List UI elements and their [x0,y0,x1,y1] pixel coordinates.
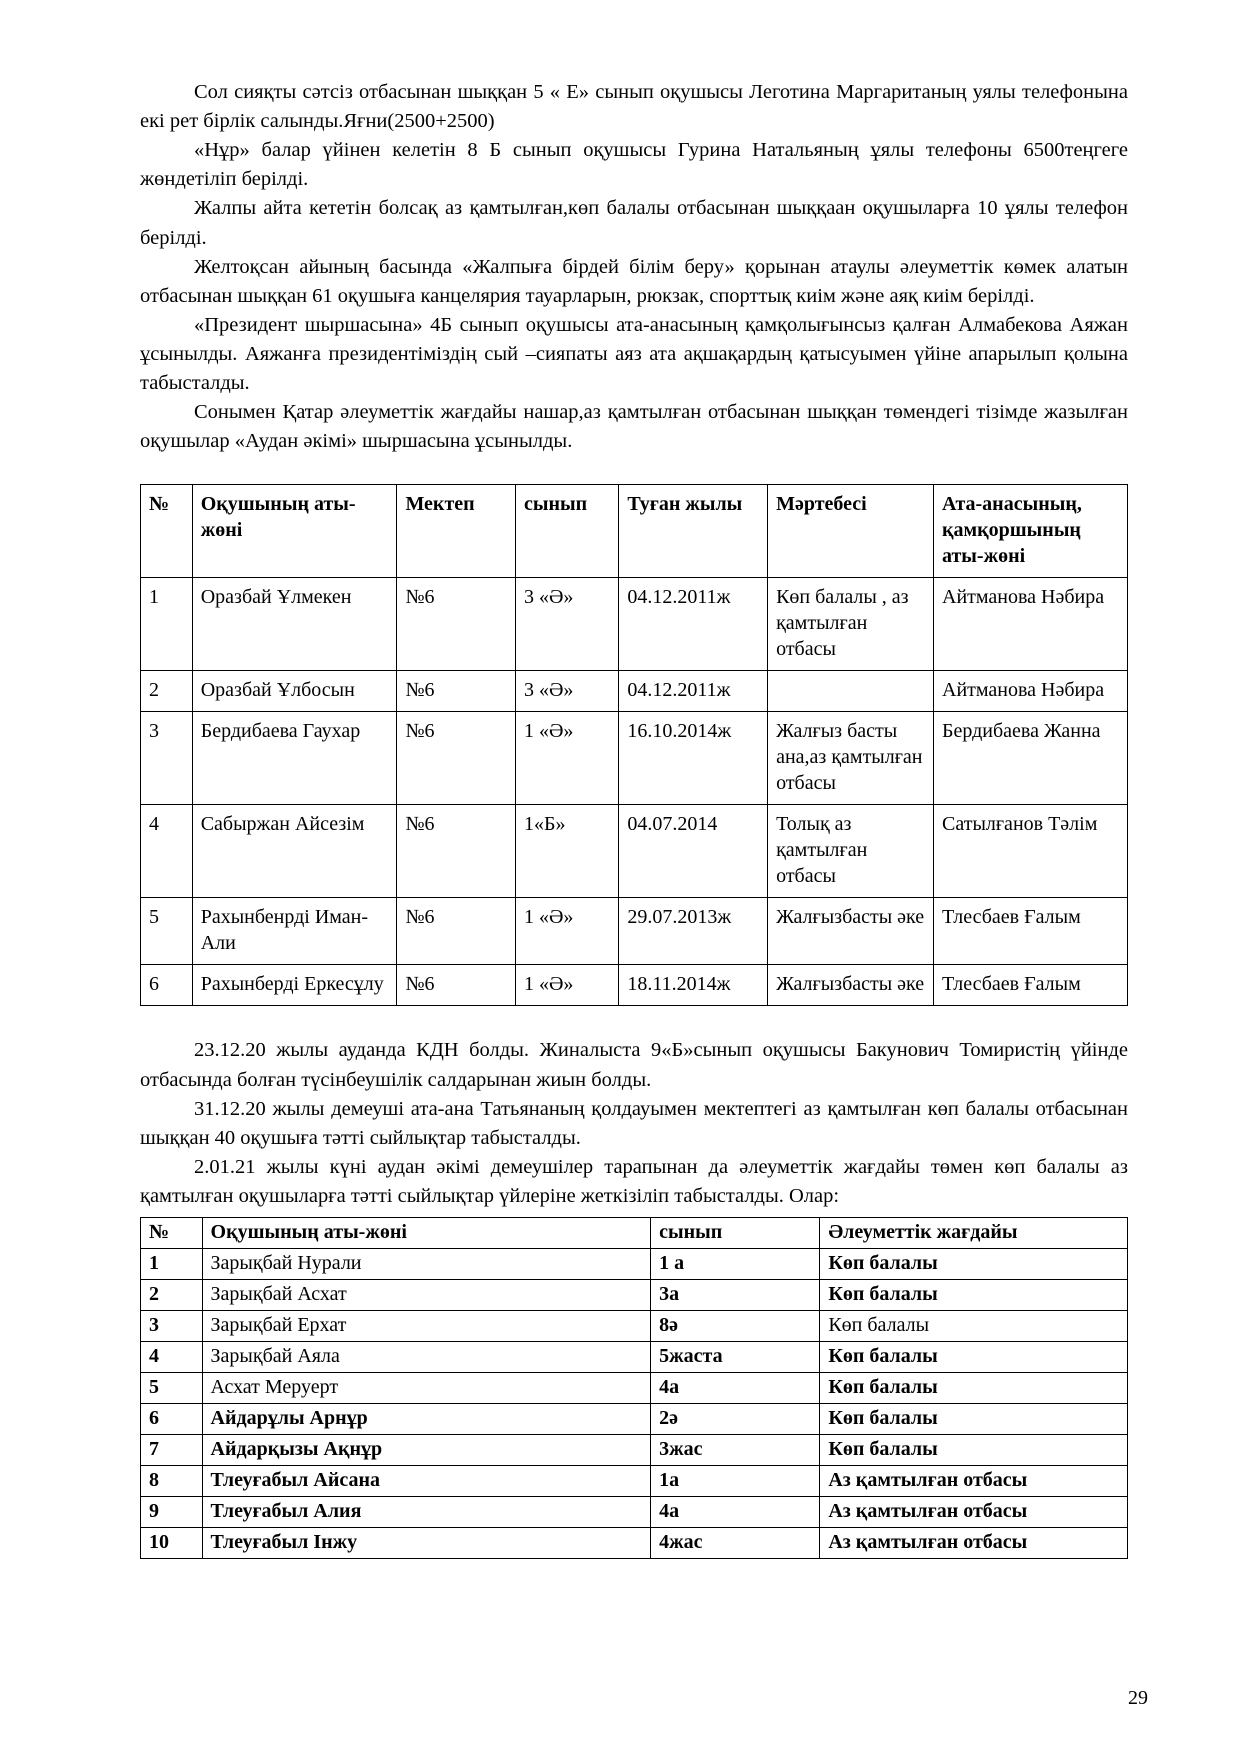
cell-status: Жалғызбасты әке [768,965,934,1006]
table-row [141,805,1128,898]
cell-class: 2ә [651,1404,820,1435]
table-row [141,1404,1128,1435]
cell-number: 2 [141,671,193,712]
table-row [141,1466,1128,1497]
table-row [141,1497,1128,1528]
cell-birth-year: 04.12.2011ж [619,671,768,712]
cell-number: 10 [141,1528,203,1559]
cell-birth-year: 04.07.2014 [619,805,768,898]
cell-status [768,671,934,712]
cell-student-name: Оразбай Ұлмекен [192,578,397,671]
cell-student-name: Зарықбай Ерхат [202,1311,651,1342]
cell-student-name: Тлеуғабыл Айсана [202,1466,651,1497]
cell-class: 1«Б» [515,805,618,898]
cell-student-name: Айдарқызы Ақнұр [202,1435,651,1466]
cell-class: 3 «Ә» [515,671,618,712]
middle-paragraphs [140,1036,1128,1211]
cell-number: 2 [141,1280,203,1311]
cell-birth-year: 29.07.2013ж [619,898,768,965]
paragraph: Сонымен Қатар әлеуметтік жағдайы нашар,аз қамтылған отбасынан шыққан төмендегі тізімде жазылған оқушылар «Аудан әкімі» шыршасына ұсынылды. [140,401,1128,453]
column-header-number: № [141,485,193,578]
cell-school: №6 [397,805,516,898]
cell-number: 8 [141,1466,203,1497]
cell-class: 5жаста [651,1342,820,1373]
column-header-student-name: Оқушының аты-жөні [202,1218,651,1249]
cell-class: 1 а [651,1249,820,1280]
cell-student-name: Бердибаева Гаухар [192,712,397,805]
column-header-birth-year: Туған жылы [619,485,768,578]
paragraph: 2.01.21 жылы күні аудан әкімі демеушілер тарапынан да әлеуметтік жағдайы төмен көп балалы аз қамтылған оқушыларға тәтті сыйлықтар үйлеріне жеткізіліп табысталды. Олар: [140,1155,1128,1207]
cell-number: 3 [141,1311,203,1342]
paragraph: Сол сияқты сәтсіз отбасынан шыққан 5 « Е» сынып оқушысы Леготина Маргаританың уялы телефонына екі рет бірлік салынды.Яғни(2500+2500) [140,81,1128,133]
cell-student-name: Оразбай Ұлбосын [192,671,397,712]
cell-status: Көп балалы , аз қамтылған отбасы [768,578,934,671]
cell-school: №6 [397,965,516,1006]
cell-school: №6 [397,671,516,712]
table-row [141,671,1128,712]
table-row [141,965,1128,1006]
cell-number: 9 [141,1497,203,1528]
table-row [141,898,1128,965]
cell-social-status: Көп балалы [820,1435,1128,1466]
intro-paragraphs [140,78,1128,456]
cell-school: №6 [397,898,516,965]
column-header-student-name: Оқушының аты-жөні [192,485,397,578]
cell-student-name: Асхат Меруерт [202,1373,651,1404]
students-christmas-table [140,484,1128,1006]
paragraph: Желтоқсан айының басында «Жалпыға бірдей білім беру» қорынан атаулы әлеуметтік көмек алатын отбасынан шыққан 61 оқушыға канцелярия тауарларын, рюкзак, спорттық киім және аяқ киім берілді. [140,255,1128,307]
cell-guardian: Айтманова Нәбира [934,578,1128,671]
page-number: 29 [1128,1687,1148,1709]
table-row [141,712,1128,805]
cell-class: 3 «Ә» [515,578,618,671]
table-header-row [141,1218,1128,1249]
cell-number: 1 [141,578,193,671]
cell-guardian: Тлесбаев Ғалым [934,898,1128,965]
table-row [141,1435,1128,1466]
table-row [141,1249,1128,1280]
cell-social-status: Аз қамтылған отбасы [820,1466,1128,1497]
cell-class: 1 «Ә» [515,898,618,965]
cell-student-name: Рахынберді Еркесұлу [192,965,397,1006]
cell-student-name: Зарықбай Нурали [202,1249,651,1280]
cell-birth-year: 04.12.2011ж [619,578,768,671]
cell-social-status: Аз қамтылған отбасы [820,1497,1128,1528]
cell-social-status: Көп балалы [820,1249,1128,1280]
cell-class: 4а [651,1497,820,1528]
cell-social-status: Аз қамтылған отбасы [820,1528,1128,1559]
cell-class: 8ә [651,1311,820,1342]
cell-social-status: Көп балалы [820,1280,1128,1311]
cell-class: 3жас [651,1435,820,1466]
cell-student-name: Тлеуғабыл Алия [202,1497,651,1528]
column-header-social-status: Әлеуметтік жағдайы [820,1218,1128,1249]
cell-class: 4жас [651,1528,820,1559]
cell-status: Жалғызбасты әке [768,898,934,965]
cell-number: 5 [141,898,193,965]
cell-class: 3а [651,1280,820,1311]
table-row [141,578,1128,671]
column-header-school: Мектеп [397,485,516,578]
cell-number: 5 [141,1373,203,1404]
cell-number: 3 [141,712,193,805]
cell-class: 1 «Ә» [515,965,618,1006]
cell-student-name: Зарықбай Аяла [202,1342,651,1373]
cell-number: 6 [141,965,193,1006]
table-header-row [141,485,1128,578]
paragraph: «Нұр» балар үйінен келетін 8 Б сынып оқушысы Гурина Натальяның ұялы телефоны 6500теңгеге жөндетіліп берілді. [140,139,1128,191]
cell-number: 4 [141,1342,203,1373]
students-gifts-table [140,1217,1128,1559]
cell-social-status: Көп балалы [820,1311,1128,1342]
cell-school: №6 [397,578,516,671]
cell-student-name: Сабыржан Айсезім [192,805,397,898]
table-row [141,1528,1128,1559]
cell-status: Толық аз қамтылған отбасы [768,805,934,898]
cell-guardian: Айтманова Нәбира [934,671,1128,712]
cell-number: 7 [141,1435,203,1466]
cell-social-status: Көп балалы [820,1373,1128,1404]
cell-number: 4 [141,805,193,898]
paragraph: 23.12.20 жылы ауданда КДН болды. Жиналыста 9«Б»сынып оқушысы Бакунович Томиристің үйінде отбасында болған түсінбеушілік салдарынан жиын болды. [140,1039,1128,1091]
cell-number: 1 [141,1249,203,1280]
cell-social-status: Көп балалы [820,1342,1128,1373]
cell-birth-year: 18.11.2014ж [619,965,768,1006]
column-header-number: № [141,1218,203,1249]
cell-class: 4а [651,1373,820,1404]
cell-class: 1а [651,1466,820,1497]
table-row [141,1342,1128,1373]
cell-guardian: Тлесбаев Ғалым [934,965,1128,1006]
cell-social-status: Көп балалы [820,1404,1128,1435]
paragraph: 31.12.20 жылы демеуші ата-ана Татьянаның қолдауымен мектептегі аз қамтылған көп балалы отбасынан шыққан 40 оқушыға тәтті сыйлықтар табысталды. [140,1097,1128,1149]
cell-guardian: Сатылғанов Тәлім [934,805,1128,898]
column-header-status: Мәртебесі [768,485,934,578]
column-header-class: сынып [651,1218,820,1249]
cell-status: Жалғыз басты ана,аз қамтылған отбасы [768,712,934,805]
cell-student-name: Рахынбенрді Иман-Али [192,898,397,965]
cell-number: 6 [141,1404,203,1435]
column-header-guardian: Ата-анасының, қамқоршының аты-жөні [934,485,1128,578]
cell-school: №6 [397,712,516,805]
table-row [141,1280,1128,1311]
cell-student-name: Айдарұлы Арнұр [202,1404,651,1435]
paragraph: Жалпы айта кететін болсақ аз қамтылған,көп балалы отбасынан шыққаан оқушыларға 10 ұялы телефон берілді. [140,197,1128,249]
cell-guardian: Бердибаева Жанна [934,712,1128,805]
table-row [141,1373,1128,1404]
paragraph: «Президент шыршасына» 4Б сынып оқушысы ата-анасының қамқолығынсыз қалған Алмабекова Аяжан ұсынылды. Аяжанға президентіміздің сый –сияпаты аяз ата ақшақардың қатысуымен үйіне апарылып қолына табысталды. [140,313,1128,395]
column-header-class: сынып [515,485,618,578]
table-row [141,1311,1128,1342]
cell-student-name: Тлеуғабыл Інжу [202,1528,651,1559]
cell-class: 1 «Ә» [515,712,618,805]
cell-birth-year: 16.10.2014ж [619,712,768,805]
cell-student-name: Зарықбай Асхат [202,1280,651,1311]
